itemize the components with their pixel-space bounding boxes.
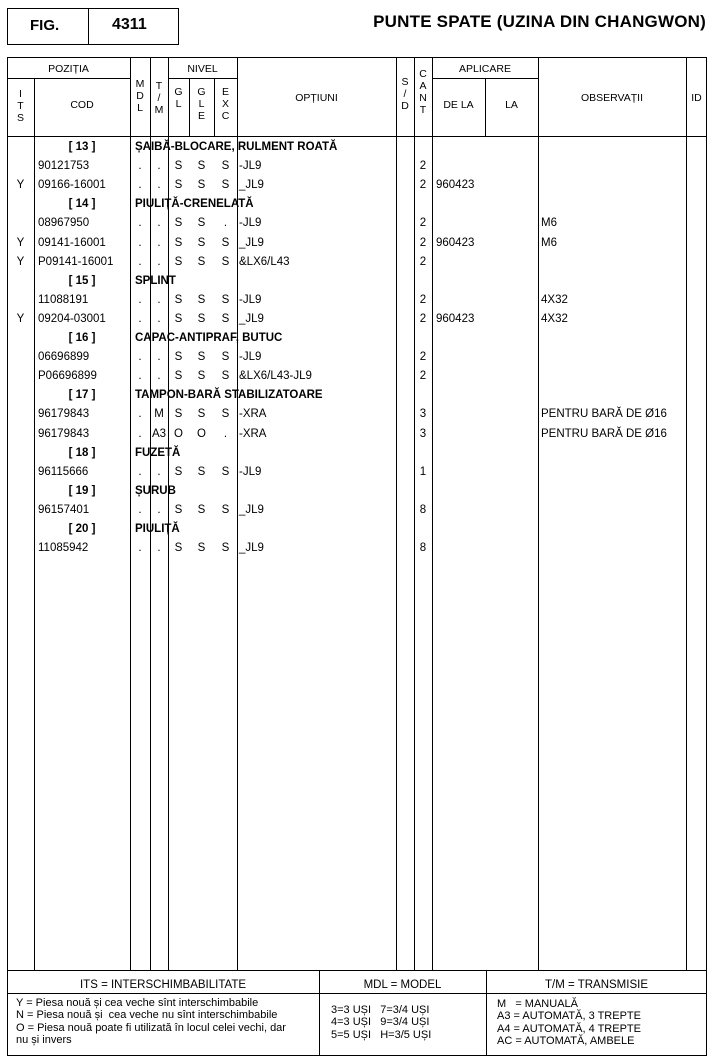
group-number: [ 13 ] xyxy=(68,141,96,153)
cell-gl: S xyxy=(174,179,183,192)
legend-tm-text: M = MANUALĂ A3 = AUTOMATĂ, 3 TREPTE A4 = AUTOMATĂ, 4 TREPTE AC = AUTOMATĂ, AMBELE xyxy=(497,998,641,1048)
cell-gle: S xyxy=(197,179,206,192)
cell-cod: 96179843 xyxy=(38,408,90,421)
cell-gle: O xyxy=(197,427,206,440)
col-header-mdl: M D L xyxy=(135,78,145,114)
nivel-sub-line xyxy=(168,78,237,79)
header-bottom-line xyxy=(7,136,707,137)
cell-exc: S xyxy=(221,293,230,306)
cell-gl: S xyxy=(174,465,183,478)
cell-cant: 2 xyxy=(419,217,427,230)
cell-tm: . xyxy=(157,351,161,364)
col-header-nivel: NIVEL xyxy=(187,63,218,75)
group-number: [ 19 ] xyxy=(68,484,96,497)
cell-gle: S xyxy=(197,293,206,306)
cell-cant: 1 xyxy=(419,465,427,478)
cell-opt: &LX6/L43-JL9 xyxy=(239,370,312,383)
cell-tm: . xyxy=(157,312,161,325)
cell-cod: 09141-16001 xyxy=(38,236,106,249)
cell-opt: -JL9 xyxy=(239,160,262,173)
cell-cant: 3 xyxy=(419,427,427,440)
cell-cod: 96157401 xyxy=(38,503,90,516)
cell-gl: S xyxy=(174,217,183,230)
cell-cod: 11085942 xyxy=(38,542,89,555)
cell-mdl: . xyxy=(138,255,142,268)
cell-obs: PENTRU BARĂ DE Ø16 xyxy=(541,408,667,421)
cell-mdl: . xyxy=(138,293,142,306)
col-header-gle: G L E xyxy=(197,86,206,122)
cell-dela: 960423 xyxy=(436,179,475,192)
cell-cod: 11088191 xyxy=(38,293,89,306)
cell-gl: S xyxy=(174,370,183,383)
cell-mdl: . xyxy=(138,179,142,192)
cell-gl: S xyxy=(174,236,183,249)
cell-gle: S xyxy=(197,217,206,230)
fig-number: 4311 xyxy=(112,16,147,33)
group-number: [ 14 ] xyxy=(68,198,96,211)
cell-mdl: . xyxy=(138,370,142,383)
cell-exc: S xyxy=(221,542,230,555)
cell-its: Y xyxy=(16,312,25,325)
legend-its-text: Y = Piesa nouă și cea veche sînt interschimbabile N = Piesa nouă și cea veche nu sînt interschimbabile O = Piesa nouă poate fi utilizată în locul celei vechi, dar nu și invers xyxy=(16,997,286,1047)
cell-tm: . xyxy=(157,542,161,555)
col-header-cant: C A N T xyxy=(419,68,427,116)
cell-opt: -JL9 xyxy=(239,217,262,230)
cell-gle: S xyxy=(197,408,206,421)
group-name: CAPAC-ANTIPRAF, BUTUC xyxy=(135,332,283,344)
group-number: [ 18 ] xyxy=(68,446,96,459)
cell-cant: 3 xyxy=(419,408,427,421)
cell-mdl: . xyxy=(138,427,142,440)
legend-mdl-text: 3=3 UȘI 7=3/4 UȘI 4=3 UȘI 9=3/4 UȘI 5=5 UȘI H=3/5 UȘI xyxy=(331,1004,432,1041)
cell-mdl: . xyxy=(138,542,142,555)
cell-exc: S xyxy=(221,236,230,249)
group-name: PIULIȚĂ-CRENELATĂ xyxy=(135,198,254,211)
cell-obs: 4X32 xyxy=(541,293,568,306)
cell-tm: A3 xyxy=(151,427,167,440)
col-header-id: ID xyxy=(691,92,702,104)
cell-exc: S xyxy=(221,312,230,325)
cell-opt: _JL9 xyxy=(239,503,264,516)
cell-obs: M6 xyxy=(541,217,557,230)
cell-exc: . xyxy=(223,427,228,440)
cell-mdl: . xyxy=(138,236,142,249)
cell-opt: -JL9 xyxy=(239,293,262,306)
cell-tm: M xyxy=(154,408,164,421)
cell-mdl: . xyxy=(138,217,142,230)
cell-dela: 960423 xyxy=(436,236,475,249)
group-number: [ 15 ] xyxy=(68,274,96,287)
group-number: [ 17 ] xyxy=(68,389,96,402)
cell-cant: 2 xyxy=(419,293,427,306)
cell-dela: 960423 xyxy=(436,312,475,325)
cell-gl: S xyxy=(174,542,183,555)
cell-gl: S xyxy=(174,408,183,421)
cell-gl: S xyxy=(174,160,183,173)
legend-mdl-title: MDL = MODEL xyxy=(363,979,442,991)
col-header-la: LA xyxy=(505,99,518,111)
col-header-sd: S / D xyxy=(401,76,409,112)
col-line-cant-end xyxy=(432,57,433,970)
cell-exc: S xyxy=(221,351,230,364)
cell-its: Y xyxy=(16,179,25,192)
cell-gle: S xyxy=(197,351,206,364)
cell-tm: . xyxy=(157,503,161,516)
col-line-nivel-end xyxy=(237,57,238,970)
cell-obs: PENTRU BARĂ DE Ø16 xyxy=(541,427,667,440)
col-header-optiuni: OPȚIUNI xyxy=(295,92,338,104)
group-name: ȘURUB xyxy=(135,484,176,497)
cell-cant: 2 xyxy=(419,160,427,173)
page-title: PUNTE SPATE (UZINA DIN CHANGWON) xyxy=(373,12,706,31)
cell-cant: 2 xyxy=(419,255,427,268)
cell-cant: 2 xyxy=(419,351,427,364)
cell-exc: S xyxy=(221,408,230,421)
col-line-aplicare-end xyxy=(538,57,539,970)
cell-opt: -JL9 xyxy=(239,351,262,364)
group-name: PIULIȚĂ xyxy=(135,523,180,535)
cell-gl: S xyxy=(174,503,183,516)
cell-exc: S xyxy=(221,255,230,268)
cell-its: Y xyxy=(16,255,25,268)
cell-gle: S xyxy=(197,465,206,478)
cell-cant: 2 xyxy=(419,236,427,249)
cell-mdl: . xyxy=(138,465,142,478)
cell-exc: S xyxy=(221,179,230,192)
col-header-dela: DE LA xyxy=(443,99,474,111)
cell-its: Y xyxy=(16,236,25,249)
cell-tm: . xyxy=(157,293,161,306)
cell-tm: . xyxy=(157,217,161,230)
col-header-pozitia: POZIȚIA xyxy=(48,63,89,75)
pozitia-sub-line xyxy=(7,78,130,79)
col-header-cod: COD xyxy=(70,99,94,111)
cell-opt: -XRA xyxy=(239,408,267,421)
cell-gl: S xyxy=(174,255,183,268)
cell-exc: S xyxy=(221,465,230,478)
col-line-obs-end xyxy=(686,57,687,970)
cell-tm: . xyxy=(157,465,161,478)
cell-mdl: . xyxy=(138,408,142,421)
cell-tm: . xyxy=(157,160,161,173)
cell-mdl: . xyxy=(138,160,142,173)
legend-its-title: ITS = INTERSCHIMBABILITATE xyxy=(79,979,247,991)
cell-tm: . xyxy=(157,236,161,249)
col-header-gl: G L xyxy=(174,86,183,110)
col-header-exc: E X C xyxy=(221,86,230,122)
cell-cant: 8 xyxy=(419,503,427,516)
cell-opt: -JL9 xyxy=(239,465,262,478)
col-header-its: I T S xyxy=(16,88,24,124)
cell-tm: . xyxy=(157,370,161,383)
cell-opt: _JL9 xyxy=(239,542,264,555)
group-name: ȘAIBĂ-BLOCARE, RULMENT ROATĂ xyxy=(135,141,338,153)
cell-gle: S xyxy=(197,503,206,516)
group-number: [ 20 ] xyxy=(68,523,96,535)
cell-gle: S xyxy=(197,370,206,383)
cell-cant: 2 xyxy=(419,312,427,325)
cell-exc: . xyxy=(223,217,228,230)
group-name: TAMPON-BARĂ STABILIZATOARE xyxy=(135,389,323,402)
cell-opt: _JL9 xyxy=(239,236,264,249)
cell-cod: 90121753 xyxy=(38,160,90,173)
cell-mdl: . xyxy=(138,312,142,325)
cell-opt: -XRA xyxy=(239,427,267,440)
legend-tm-title: T/M = TRANSMISIE xyxy=(545,979,648,991)
col-line-optiuni-end xyxy=(396,57,397,970)
group-name: FUZETĂ xyxy=(135,446,181,459)
cell-cod: 09166-16001 xyxy=(38,179,106,192)
cell-cod: P09141-16001 xyxy=(38,255,114,268)
cell-cant: 8 xyxy=(419,542,427,555)
cell-tm: . xyxy=(157,255,161,268)
cell-gl: S xyxy=(174,293,183,306)
fig-label: FIG. xyxy=(30,17,60,34)
cell-cod: 08967950 xyxy=(38,217,90,230)
cell-gl: S xyxy=(174,312,183,325)
cell-mdl: . xyxy=(138,351,142,364)
col-header-aplicare: APLICARE xyxy=(459,63,511,75)
cell-gl: S xyxy=(174,351,183,364)
cell-cant: 2 xyxy=(419,179,427,192)
legend-title-line xyxy=(7,993,707,994)
group-number: [ 16 ] xyxy=(68,332,96,344)
cell-exc: S xyxy=(221,370,230,383)
cell-gle: S xyxy=(197,160,206,173)
group-name: SPLINT xyxy=(135,274,176,287)
col-header-tm: T / M xyxy=(154,80,164,116)
cell-gle: S xyxy=(197,255,206,268)
cell-exc: S xyxy=(221,160,230,173)
cell-opt: _JL9 xyxy=(239,312,264,325)
cell-mdl: . xyxy=(138,503,142,516)
cell-cant: 2 xyxy=(419,370,427,383)
cell-opt: &LX6/L43 xyxy=(239,255,290,268)
cell-cod: 09204-03001 xyxy=(38,312,106,325)
cell-exc: S xyxy=(221,503,230,516)
cell-gle: S xyxy=(197,542,206,555)
cell-gl: O xyxy=(174,427,183,440)
col-header-observatii: OBSERVAȚII xyxy=(580,92,644,104)
cell-gle: S xyxy=(197,312,206,325)
cell-obs: 4X32 xyxy=(541,312,568,325)
cell-tm: . xyxy=(157,179,161,192)
cell-cod: 96115666 xyxy=(38,465,89,478)
cell-cod: 06696899 xyxy=(38,351,90,364)
cell-gle: S xyxy=(197,236,206,249)
cell-opt: _JL9 xyxy=(239,179,264,192)
cell-cod: P06696899 xyxy=(38,370,97,383)
cell-obs: M6 xyxy=(541,236,557,249)
cell-cod: 96179843 xyxy=(38,427,90,440)
